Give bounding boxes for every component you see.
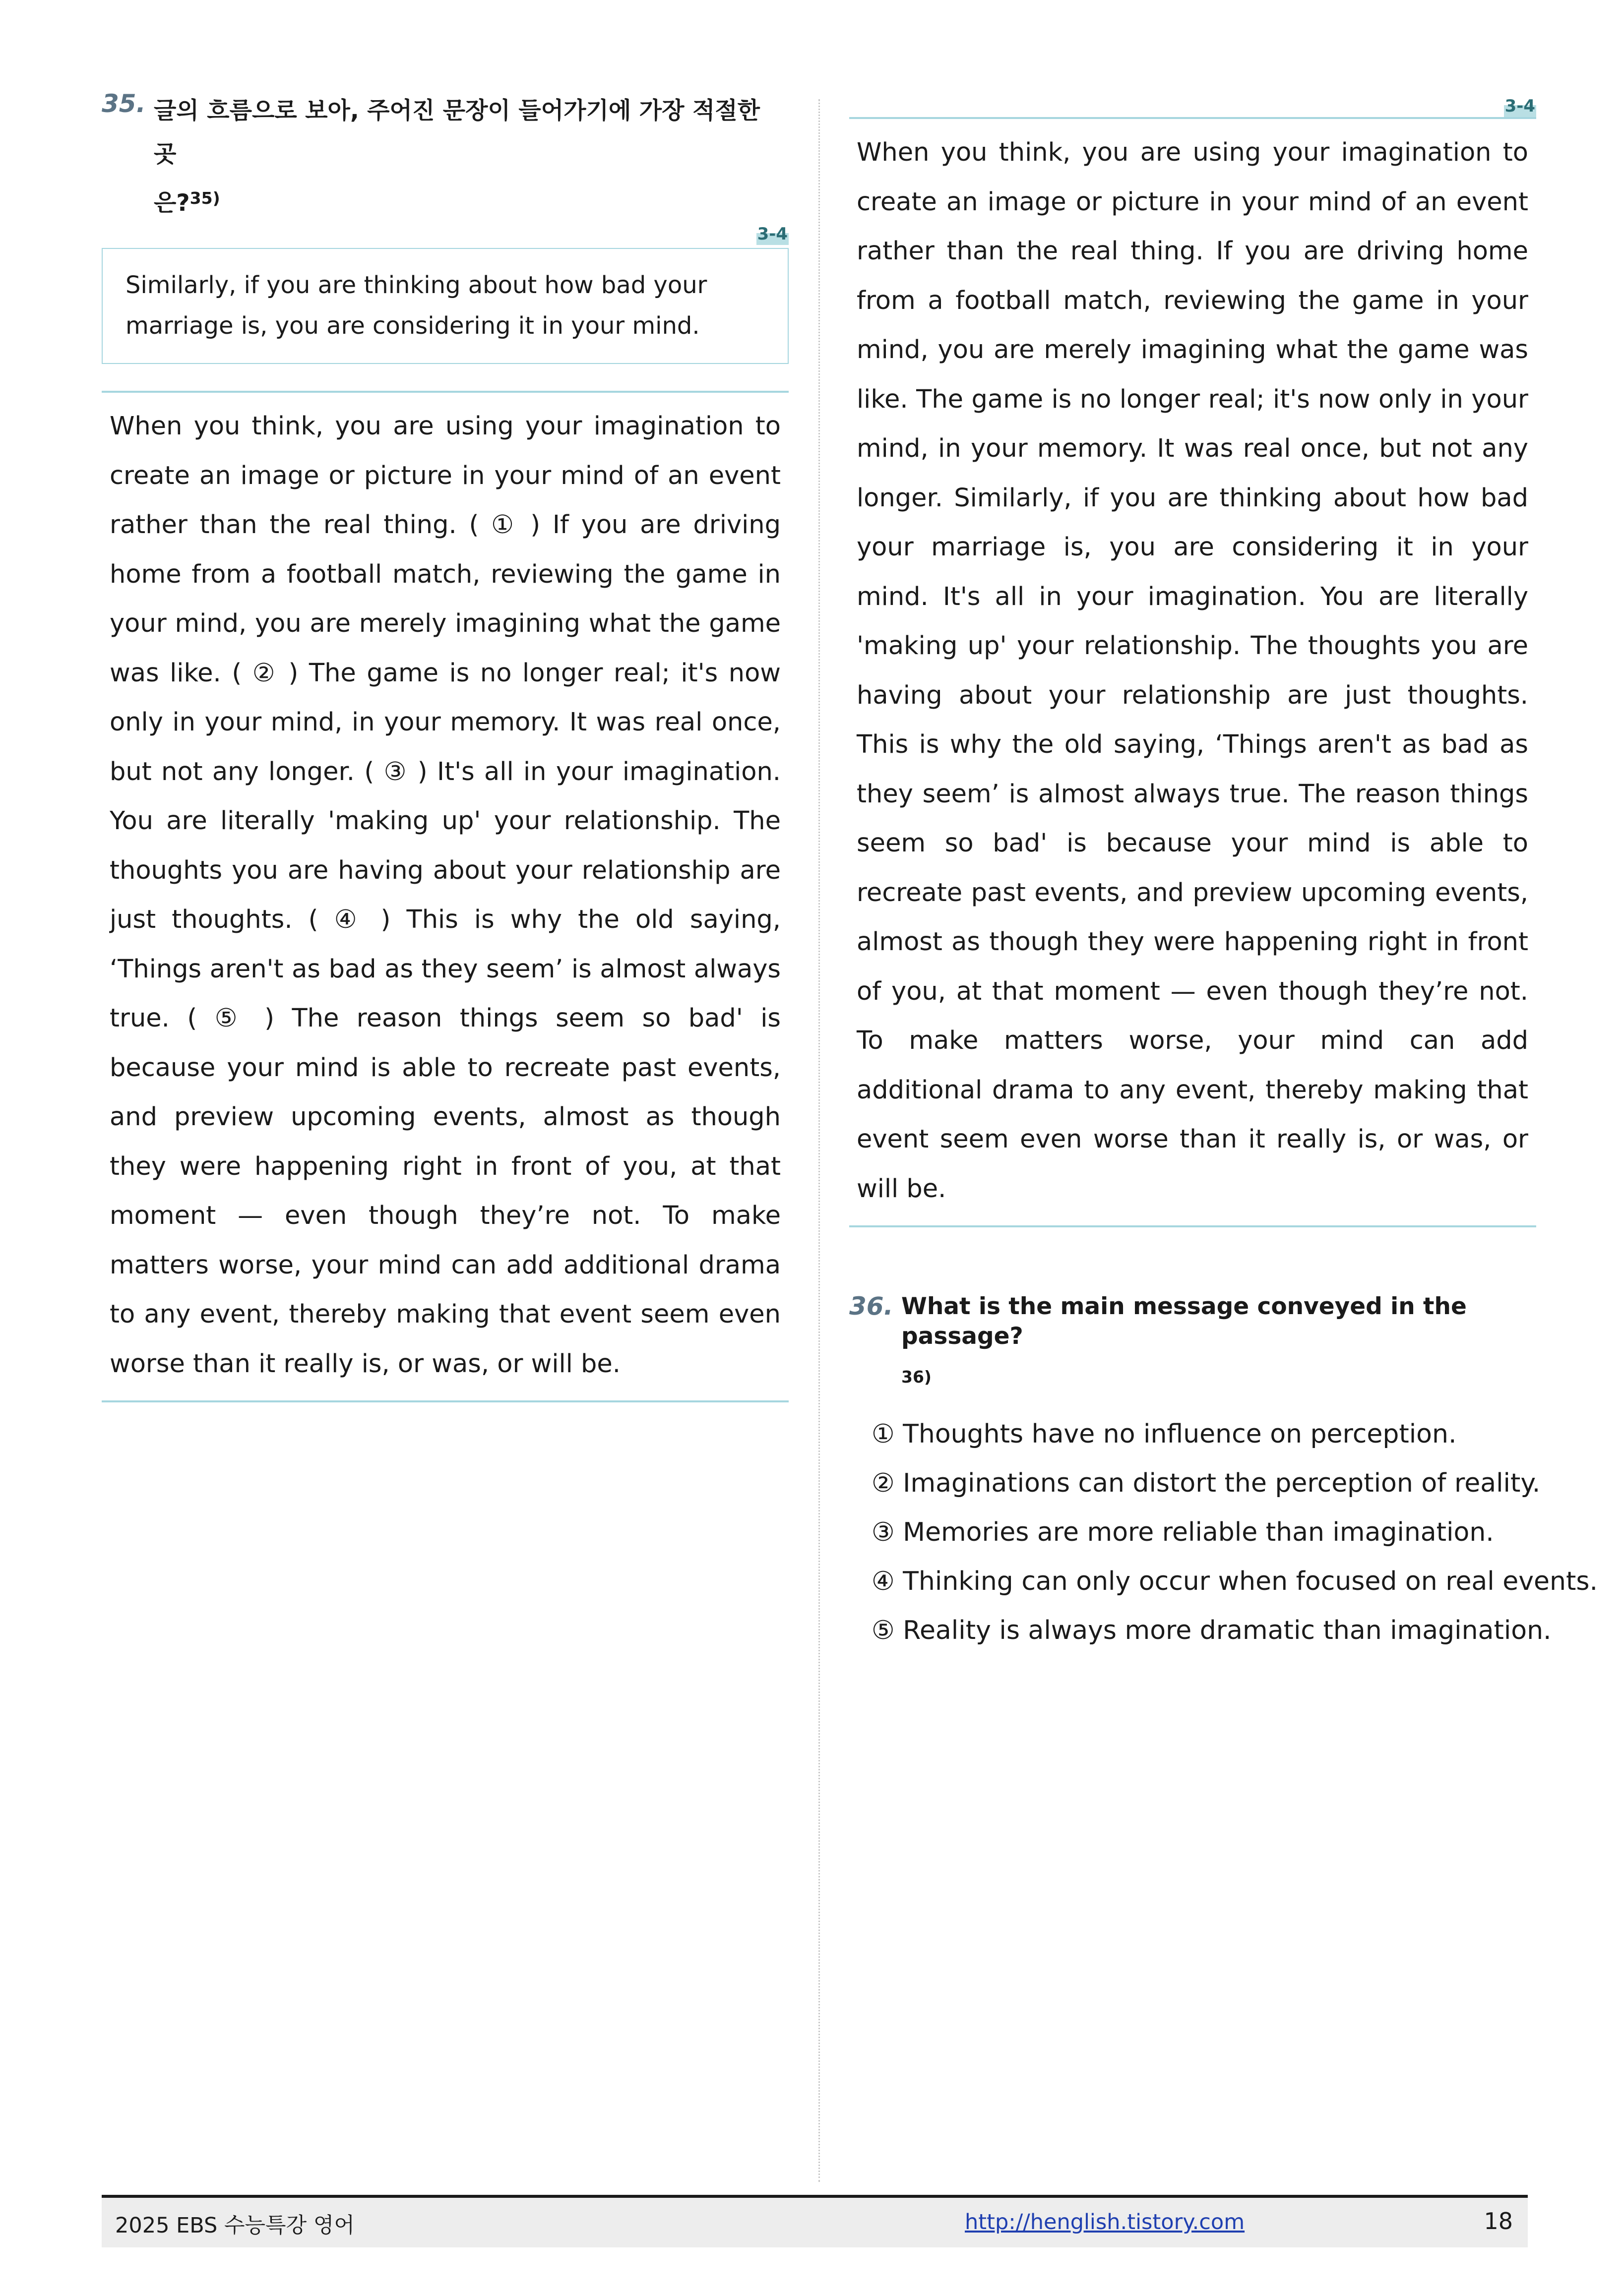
page-footer [102, 2195, 1528, 2247]
question-35-header [102, 89, 789, 225]
question-36-options [849, 1410, 1598, 1655]
option-3[interactable]: ③ Memories are more reliable than imagination. [872, 1517, 1494, 1547]
question-35-prompt-line1: 글의 흐름으로 보아, 주어진 문장이 들어가기에 가장 적절한 곳 [154, 97, 760, 168]
question-36-footnote-ref: 36) [901, 1367, 932, 1387]
option-5[interactable]: ⑤ Reality is always more dramatic than imagination. [872, 1616, 1552, 1645]
right-column [849, 89, 1598, 1655]
question-36-prompt-text: What is the main message conveyed in the passage? [901, 1293, 1467, 1350]
column-divider [818, 99, 820, 2182]
footer-link[interactable]: http://henglish.tistory.com [965, 2210, 1245, 2235]
page-number: 18 [1484, 2208, 1513, 2235]
question-36-number: 36. [849, 1292, 893, 1321]
option-4[interactable]: ④ Thinking can only occur when focused on real events. [872, 1567, 1598, 1596]
question-35-prompt [154, 89, 789, 225]
left-column [102, 89, 789, 1402]
given-sentence-box [102, 248, 789, 364]
right-passage: When you think, you are using your imagination to create an image or picture in your mind of an event rather than the real thing. If you are driving home from a football match, reviewing the game in your mind, you are merely imagining what the game was like. The game is no longer real; it's now only in your mind, in your memory. It was real once, but not any longer. Similarly, if you are thinking about how bad your marriage is, you are considering it in your mind. It's all in your imagination. You are literally 'making up' your relationship. The thoughts you are having about your relationship are just thoughts. This is why the old saying, ‘Things aren't as bad as they seem’ is almost always true. The reason things seem so bad' is because your mind is able to recreate past events, and preview upcoming events, almost as though they were happening right in front of you, at that moment — even though they’re not. To make matters worse, your mind can add additional drama to any event, thereby making that event seem even worse than it really is, or was, or will be. [857, 138, 1528, 1204]
question-35-number: 35. [102, 89, 146, 118]
question-36-prompt [901, 1292, 1536, 1392]
option-1[interactable]: ① Thoughts have no influence on perception. [872, 1419, 1457, 1449]
question-35-passage: When you think, you are using your imagination to create an image or picture in your mind of an event rather than the real thing. ( ① ) If you are driving home from a football match, reviewing the game in your mind, you are merely imagining what the game was like. ( ② ) The game is no longer real; it's now only in your mind, in your memory. It was real once, but not any longer. ( ③ ) It's all in your imagination. You are literally 'making up' your relationship. The thoughts you are having about your relationship are just thoughts. ( ④ ) This is why the old saying, ‘Things aren't as bad as they seem’ is almost always true. ( ⑤ ) The reason things seem so bad' is because your mind is able to recreate past events, and preview upcoming events, almost as though they were happening right in front of you, at that moment — even though they’re not. To make matters worse, your mind can add additional drama to any event, thereby making that event seem even worse than it really is, or was, or will be. [110, 412, 781, 1379]
question-35-footnote-ref: 35) [189, 188, 220, 208]
question-35-tag: 3-4 [757, 224, 788, 244]
passage-bottom-rule [102, 1400, 789, 1402]
question-35-prompt-line2: 은? [154, 189, 190, 217]
question-36-header [849, 1292, 1536, 1392]
right-passage-tag: 3-4 [1504, 96, 1535, 116]
footer-book-title: 2025 EBS 수능특강 영어 [115, 2213, 355, 2238]
option-2[interactable]: ② Imaginations can distort the perception of reality. [872, 1468, 1541, 1498]
given-sentence: Similarly, if you are thinking about how bad your marriage is, you are considering it in your mind. [125, 271, 707, 340]
